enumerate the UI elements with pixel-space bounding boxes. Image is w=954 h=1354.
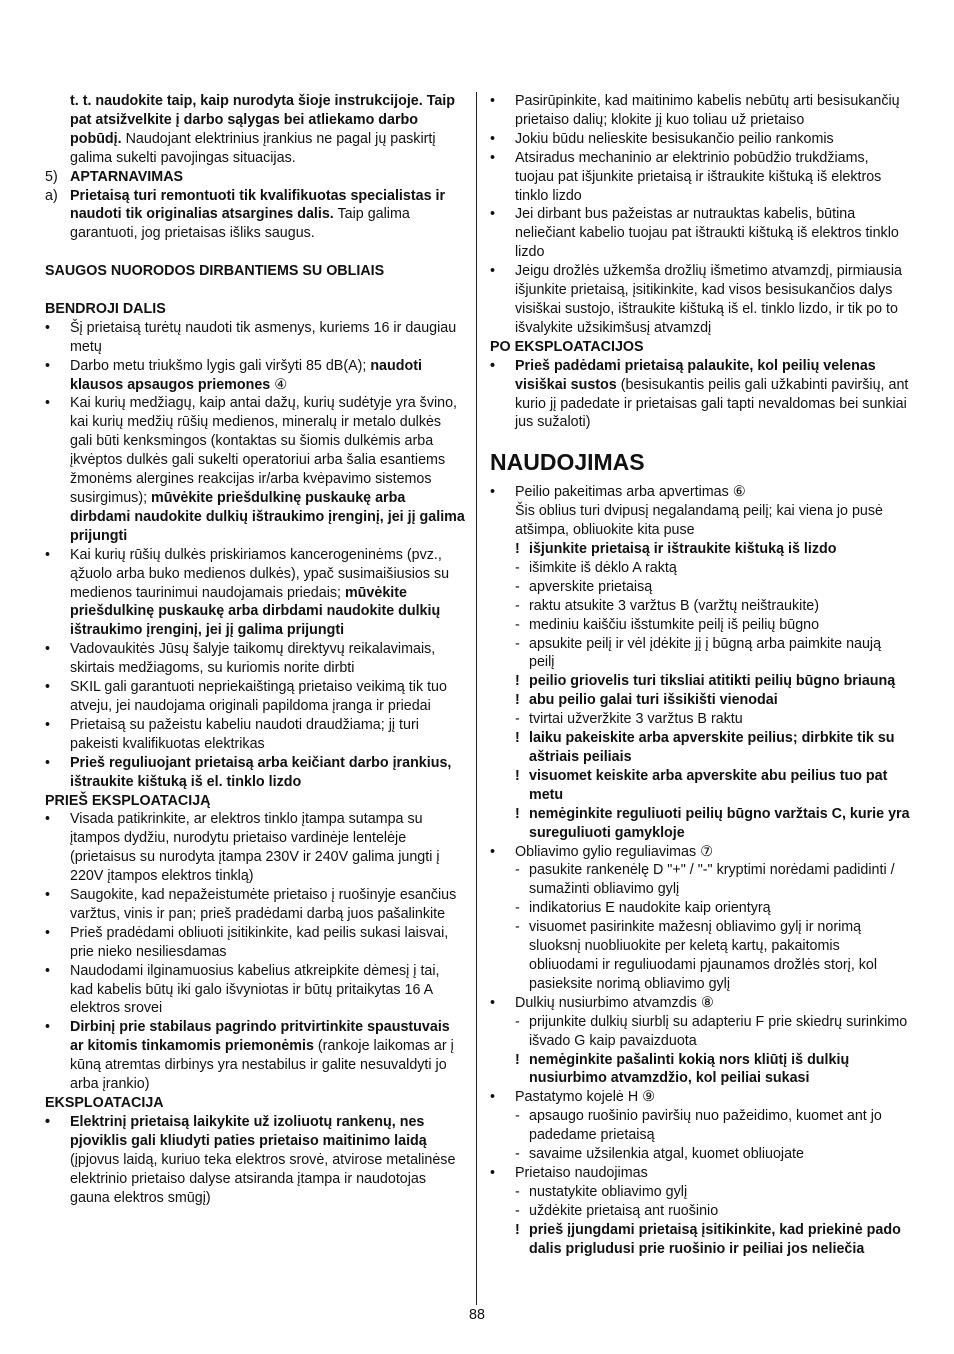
text-run: SAUGOS NUORODOS DIRBANTIEMS SU OBLIAIS	[45, 263, 385, 280]
list-item	[490, 1088, 910, 1107]
list-marker: !	[515, 767, 520, 784]
list-marker: •	[45, 357, 51, 374]
list-marker: !	[515, 1051, 520, 1068]
text-run: Kai kurių rūšių dulkės priskiriamos kancerogeninėms (pvz., ąžuolo arba buko medienos dulkės), ypač susimaišiusios su medienos taurinimui naudojamais priedais;	[70, 546, 450, 601]
list-marker: !	[515, 541, 520, 558]
text-run: naudoti klausos apsaugos priemones	[70, 357, 422, 393]
text-run: uždėkite prietaisą ant ruošinio	[529, 1202, 719, 1219]
text-run: SKIL gali garantuoti nepriekaištingą prietaiso veikimą tik tuo atveju, jei naudojama originali papildoma įranga ir priedai	[70, 679, 447, 714]
sub-list-item	[490, 1107, 910, 1145]
list-item	[490, 843, 910, 862]
text-run: mediniu kaiščiu išstumkite peilį iš peilių būgno	[529, 616, 820, 633]
list-marker: •	[45, 962, 51, 979]
list-marker: •	[45, 641, 51, 658]
text-run: EKSPLOATACIJA	[45, 1095, 164, 1111]
text-run: Pastatymo kojelė H ⑨	[515, 1089, 655, 1106]
text-run: nustatykite obliavimo gylį	[529, 1183, 688, 1200]
sub-list-item	[490, 672, 910, 691]
list-marker: •	[490, 843, 496, 860]
sub-list-item	[490, 805, 910, 843]
list-item	[45, 640, 465, 678]
list-item	[45, 924, 465, 962]
text-run: APTARNAVIMAS	[70, 168, 184, 185]
list-marker: -	[515, 616, 520, 633]
indented-paragraph	[490, 502, 910, 540]
text-run: tvirtai užveržkite 3 varžtus B raktu	[529, 711, 743, 728]
paragraph	[45, 262, 465, 281]
list-item	[45, 754, 465, 792]
list-item	[490, 262, 910, 338]
list-marker: 5)	[45, 168, 58, 185]
list-marker: -	[515, 597, 520, 614]
text-run: prijunkite dulkių siurblį su adapteriu F prie skiedrų surinkimo išvado G kaip pavaizduota	[529, 1013, 908, 1049]
text-run: NAUDOJIMAS	[490, 449, 645, 476]
sub-list-item	[490, 1051, 910, 1089]
list-marker: -	[515, 1183, 520, 1200]
list-marker: !	[515, 730, 520, 747]
list-item	[45, 810, 465, 886]
sub-list-item	[490, 710, 910, 729]
text-run: apverskite prietaisą	[529, 578, 653, 595]
sub-list-item	[490, 559, 910, 578]
list-item	[490, 1164, 910, 1183]
text-run: Peilio pakeitimas arba apvertimas ⑥	[515, 484, 746, 501]
page-number: 88	[469, 1307, 485, 1323]
indented-paragraph	[45, 92, 465, 168]
text-run: Prietaiso naudojimas	[515, 1164, 648, 1181]
list-marker: •	[45, 811, 51, 828]
list-marker: •	[45, 887, 51, 904]
text-run: apsukite peilį ir vėl įdėkite jį į būgną arba paimkite naują peilį	[529, 635, 882, 671]
text-run: indikatorius E naudokite kaip orientyrą	[529, 900, 771, 917]
text-run: Jei dirbant bus pažeistas ar nutrauktas kabelis, būtina neliečiant kabelio tuojau pat ištraukti kištuką iš elektros tinklo lizdo	[515, 206, 899, 261]
list-item	[490, 483, 910, 502]
text-run: PRIEŠ EKSPLOATACIJĄ	[45, 792, 211, 809]
text-run: Kai kurių medžiagų, kaip antai dažų, kurių sudėtyje yra švino, kai kurių medžių rūšių medienos, mineralų ir metalo dulkės gali būti kenksmingos (kontaktas su šiomis dulkėmis arba įkvėptos dulkės gali sukelti operatoriui arba šalia esantiems žmonėms alergines reakcijas ir/arba kvėpavimo sistemos susirgimus);	[70, 395, 458, 506]
text-run: visuomet pasirinkite mažesnį obliavimo gylį ir norimą sluoksnį nuobliuokite per keletą kartų, pakaitomis obliuodami ir reguliuodami pjaunamos drožlės storį, kol pasieksite norimą obliavimo gylį	[529, 919, 878, 992]
sub-list-item	[490, 635, 910, 673]
text-run: Saugokite, kad nepažeistumėte prietaiso į ruošinyje esančius varžtus, vinis ir pan; prieš pradėdami darbą juos pašalinkite	[70, 887, 457, 922]
list-marker: -	[515, 862, 520, 879]
list-marker: •	[45, 924, 51, 941]
list-item	[490, 357, 910, 433]
text-run: visuomet keiskite arba apverskite abu peilius tuo pat metu	[529, 767, 888, 803]
list-marker: •	[490, 484, 496, 501]
sub-list-item	[490, 1145, 910, 1164]
list-marker: •	[45, 1113, 51, 1130]
left-column	[45, 92, 465, 1207]
list-marker: •	[490, 357, 496, 374]
paragraph	[45, 300, 465, 319]
list-marker: !	[515, 673, 520, 690]
text-run: mūvėkite priešdulkinę puskaukę arba dirbdami naudokite dulkių ištraukimo įrenginį, jei jį galima prijungti	[70, 584, 441, 639]
text-run: Obliavimo gylio reguliavimas ⑦	[515, 843, 713, 860]
text-run: Prietaisą su pažeistu kabeliu naudoti draudžiama; jį turi pakeisti kvalifikuotas elektrikas	[70, 716, 419, 752]
text-run: Jeigu drožlės užkemša drožlių išmetimo atvamzdį, pirmiausia išjunkite prietaisą, įsitikinkite, kad visos besisukančios dalys visiškai sustojo, ištraukite kištuką iš el. tinklo lizdo, ir tik po to išvalykite užsikimšusį atvamzdį	[515, 263, 902, 336]
text-run: Naudodami ilginamuosius kabelius atkreipkite dėmesį į tai, kad kabelis būtų iki galo išvyniotas ir būtų pritaikytas 16 A elektros srovei	[70, 962, 440, 1017]
text-run: Prietaisą turi remontuoti tik kvalifikuotas specialistas ir naudoti tik originalias atsargines dalis.	[70, 187, 446, 223]
list-marker: •	[490, 1089, 496, 1106]
list-marker: -	[515, 711, 520, 728]
sub-list-item	[490, 1183, 910, 1202]
list-marker: •	[490, 994, 496, 1011]
list-item	[45, 678, 465, 716]
sub-list-item	[490, 1013, 910, 1051]
text-run: Darbo metu triukšmo lygis gali viršyti 85 dB(A);	[70, 357, 371, 374]
list-item	[45, 962, 465, 1019]
sub-list-item	[490, 1202, 910, 1221]
list-item	[490, 130, 910, 149]
list-marker: •	[45, 319, 51, 336]
text-run: Dulkių nusiurbimo atvamzdis ⑧	[515, 994, 714, 1011]
text-run: Jokiu būdu nelieskite besisukančio peilio rankomis	[515, 130, 834, 147]
text-run: Šį prietaisą turėtų naudoti tik asmenys, kuriems 16 ir daugiau metų	[70, 319, 457, 355]
list-marker: •	[45, 754, 51, 771]
list-marker: -	[515, 900, 520, 917]
spacer	[45, 281, 465, 300]
list-marker: !	[515, 692, 520, 709]
list-item	[490, 994, 910, 1013]
list-marker: -	[515, 1146, 520, 1163]
sub-list-item	[490, 899, 910, 918]
text-run: išjunkite prietaisą ir ištraukite kištuką iš lizdo	[529, 541, 837, 558]
sub-list-item	[490, 729, 910, 767]
text-run: (besisukantis peilis gali užkabinti paviršių, ant kurio jį padedate ir prietaisas gali tapti nevaldomas bei sunkiai jus sužaloti)	[515, 376, 909, 431]
list-marker: •	[490, 149, 496, 166]
paragraph	[45, 1094, 465, 1113]
list-item	[490, 92, 910, 130]
text-run: raktu atsukite 3 varžtus B (varžtų neištraukite)	[529, 597, 820, 614]
text-run: BENDROJI DALIS	[45, 300, 166, 317]
list-item	[45, 886, 465, 924]
section-title	[490, 448, 910, 476]
list-item	[45, 1018, 465, 1094]
text-run: nemėginkite reguliuoti peilių būgno varžtais C, kurie yra sureguliuoti gamykloje	[529, 805, 910, 841]
sub-list-item	[490, 597, 910, 616]
list-marker: •	[490, 263, 496, 280]
list-item	[45, 319, 465, 357]
sub-list-item	[490, 616, 910, 635]
text-run: Prieš pradėdami obliuoti įsitikinkite, kad peilis sukasi laisvai, prie nieko nesiliesdamas	[70, 924, 449, 960]
text-run: Dirbinį prie stabilaus pagrindo pritvirtinkite spaustuvais ar kitomis tinkamomis priemonėmis	[70, 1019, 450, 1055]
list-item	[45, 394, 465, 545]
list-marker: •	[45, 679, 51, 696]
text-run: nemėginkite pašalinti kokią nors kliūtį iš dulkių nusiurbimo atvamzdžio, kol peiliai sukasi	[529, 1051, 850, 1087]
list-marker: a)	[45, 187, 58, 204]
text-run: apsaugo ruošinio paviršių nuo pažeidimo, kuomet ant jo padedame prietaisą	[529, 1108, 882, 1144]
list-marker: -	[515, 559, 520, 576]
list-marker: •	[490, 93, 496, 109]
text-run: peilio griovelis turi tiksliai atitikti peilių būgno briauną	[529, 673, 896, 690]
list-item	[45, 357, 465, 395]
text-run: PO EKSPLOATACIJOS	[490, 338, 644, 355]
text-run: Šis oblius turi dvipusį negalandamą peilį; kai viena jo pusė atšimpa, obliuokite kita puse	[515, 503, 883, 539]
text-run: Prieš padėdami prietaisą palaukite, kol peilių velenas visiškai sustos	[515, 357, 876, 393]
list-marker: •	[490, 206, 496, 223]
paragraph	[45, 792, 465, 811]
text-run: abu peilio galai turi išsikišti vienodai	[529, 692, 778, 709]
text-run: Visada patikrinkite, ar elektros tinklo įtampa sutampa su įtampos dydžiu, nurodytu prietaiso vardinėje lentelėje (prietaisus su nurodyta įtampa 230V ir 240V galima jungti į 220V įtampos elektros tinklą)	[70, 811, 440, 885]
text-run: išimkite iš dėklo A raktą	[529, 559, 677, 576]
list-marker: •	[45, 716, 51, 733]
sub-list-item	[490, 767, 910, 805]
list-item	[45, 546, 465, 641]
list-marker: -	[515, 1013, 520, 1030]
list-marker: -	[515, 919, 520, 936]
list-marker: •	[490, 1164, 496, 1181]
list-item	[45, 187, 465, 244]
list-marker: !	[515, 805, 520, 822]
text-run: mūvėkite priešdulkinę puskaukę arba dirbdami naudokite dulkių ištraukimo įrenginį, jei jį galima prijungti	[70, 490, 465, 544]
text-run: pasukite rankenėlę D "+" / "-" kryptimi norėdami padidinti / sumažinti obliavimo gylį	[529, 862, 895, 898]
sub-list-item	[490, 861, 910, 899]
text-run: Prieš reguliuojant prietaisą arba keičiant darbo įrankius, ištraukite kištuką iš el. tinklo lizdo	[70, 754, 452, 790]
column-divider	[476, 92, 477, 1305]
list-item	[45, 1113, 465, 1208]
text-run: savaime užsilenkia atgal, kuomet obliuojate	[529, 1146, 804, 1163]
text-run: Vadovaukitės Jūsų šalyje taikomų direktyvų reikalavimais, skirtais medžiagoms, su kuriomis norite dirbti	[70, 641, 436, 677]
sub-list-item	[490, 540, 910, 559]
list-marker: •	[45, 546, 51, 563]
list-marker: !	[515, 1221, 520, 1238]
text-run: Elektrinį prietaisą laikykite už izoliuotų rankenų, nes pjoviklis gali kliudyti paties prietaiso maitinimo laidą	[70, 1113, 427, 1149]
text-run: laiku pakeiskite arba apverskite peilius; dirbkite tik su aštriais peiliais	[529, 730, 895, 765]
list-marker: •	[45, 1019, 51, 1036]
text-run: Pasirūpinkite, kad maitinimo kabelis nebūtų arti besisukančių prietaiso dalių; klokite jį kuo toliau už prietaiso	[515, 93, 900, 128]
text-run: Taip galima garantuoti, jog prietaisas išliks saugus.	[70, 206, 410, 242]
list-marker: -	[515, 1202, 520, 1219]
sub-list-item	[490, 691, 910, 710]
sub-list-item	[490, 578, 910, 597]
text-run: Atsiradus mechaninio ar elektrinio pobūdžio trukdžiams, tuojau pat išjunkite prietaisą ir ištraukite kištuką iš elektros tinklo lizdo	[515, 149, 882, 204]
text-run: Naudojant elektrinius įrankius ne pagal jų paskirtį galima sukelti pavojingas situacijas.	[70, 130, 436, 166]
list-marker: -	[515, 578, 520, 595]
text-run: prieš įjungdami prietaisą įsitikinkite, kad priekinė pado dalis prigludusi prie ruošinio ir peiliai jos neliečia	[529, 1221, 901, 1257]
text-run: ④	[270, 376, 288, 393]
text-run: (rankoje laikomas ar į kūną atremtas dirbinys yra nestabilus ir galite nesuvaldyti jo arba įrankio)	[70, 1038, 454, 1093]
list-marker: -	[515, 635, 520, 652]
list-item	[45, 716, 465, 754]
list-item	[490, 149, 910, 206]
list-item	[45, 168, 465, 187]
list-item	[490, 205, 910, 262]
right-column	[490, 92, 910, 1258]
text-run: (įpjovus laidą, kuriuo teka elektros srovė, atvirose metalinėse elektrinio prietaiso dalyse atsiranda įtampa ir naudotojas gauna elektros smūgį)	[70, 1151, 456, 1206]
sub-list-item	[490, 918, 910, 994]
list-marker: •	[490, 130, 496, 147]
list-marker: -	[515, 1108, 520, 1125]
spacer	[45, 243, 465, 262]
sub-list-item	[490, 1221, 910, 1259]
text-run: t. t. naudokite taip, kaip nurodyta šioje instrukcijoje. Taip pat atsižvelkite į darbo sąlygas bei atliekamo darbo pobūdį.	[70, 93, 456, 147]
list-marker: •	[45, 395, 51, 412]
paragraph	[490, 338, 910, 357]
